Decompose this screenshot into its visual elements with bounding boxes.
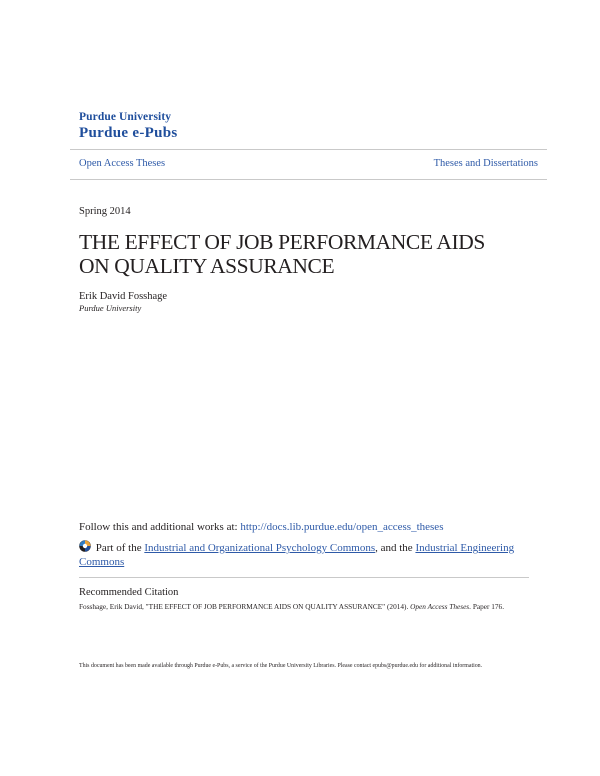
document-title: [79, 230, 529, 278]
part-of-prefix: Part of the: [95, 542, 142, 554]
network-commons-icon: [79, 540, 91, 552]
title-line-1: THE EFFECT OF JOB PERFORMANCE AIDS: [79, 230, 485, 254]
citation-main: Fosshage, Erik David, "THE EFFECT OF JOB PERFORMANCE AIDS ON QUALITY ASSURANCE" (2014).: [79, 602, 409, 611]
divider: [79, 577, 529, 578]
availability-note: This document has been made available through Purdue e-Pubs, a service of the Purdue University Libraries. Please contact epubs@purdue.edu for additional information.: [79, 663, 483, 669]
recommended-citation-heading: Recommended Citation: [79, 587, 179, 598]
purdue-epubs-link[interactable]: Purdue e-Pubs: [79, 125, 178, 141]
author-affiliation: Purdue University: [79, 303, 142, 313]
repository-brand: [79, 110, 178, 143]
industrial-engineering-commons-link[interactable]: Industrial Engineering Commons: [79, 542, 515, 568]
follow-label: Follow this and additional works at:: [79, 521, 238, 533]
follow-line: [79, 521, 443, 533]
citation-paper: Paper 176.: [472, 602, 505, 611]
citation-text: Fosshage, Erik David, "THE EFFECT OF JOB PERFORMANCE AIDS ON QUALITY ASSURANCE" (2014). Open Access Theses. Paper 176.: [79, 602, 505, 611]
open-access-theses-link[interactable]: Open Access Theses: [79, 158, 166, 169]
theses-dissertations-link[interactable]: Theses and Dissertations: [433, 158, 538, 169]
part-of-line: [79, 540, 529, 569]
part-of-middle: , and the: [375, 542, 413, 554]
open-access-theses-url-link[interactable]: http://docs.lib.purdue.edu/open_access_theses: [240, 521, 444, 533]
io-psychology-commons-link[interactable]: Industrial and Organizational Psychology Commons: [144, 542, 376, 554]
collection-bar: [70, 149, 547, 180]
publication-date: Spring 2014: [79, 206, 131, 217]
title-line-2: ON QUALITY ASSURANCE: [79, 254, 335, 278]
citation-series: Open Access Theses: [410, 602, 470, 611]
university-name: Purdue University: [79, 111, 172, 123]
author-name: Erik David Fosshage: [79, 291, 168, 302]
